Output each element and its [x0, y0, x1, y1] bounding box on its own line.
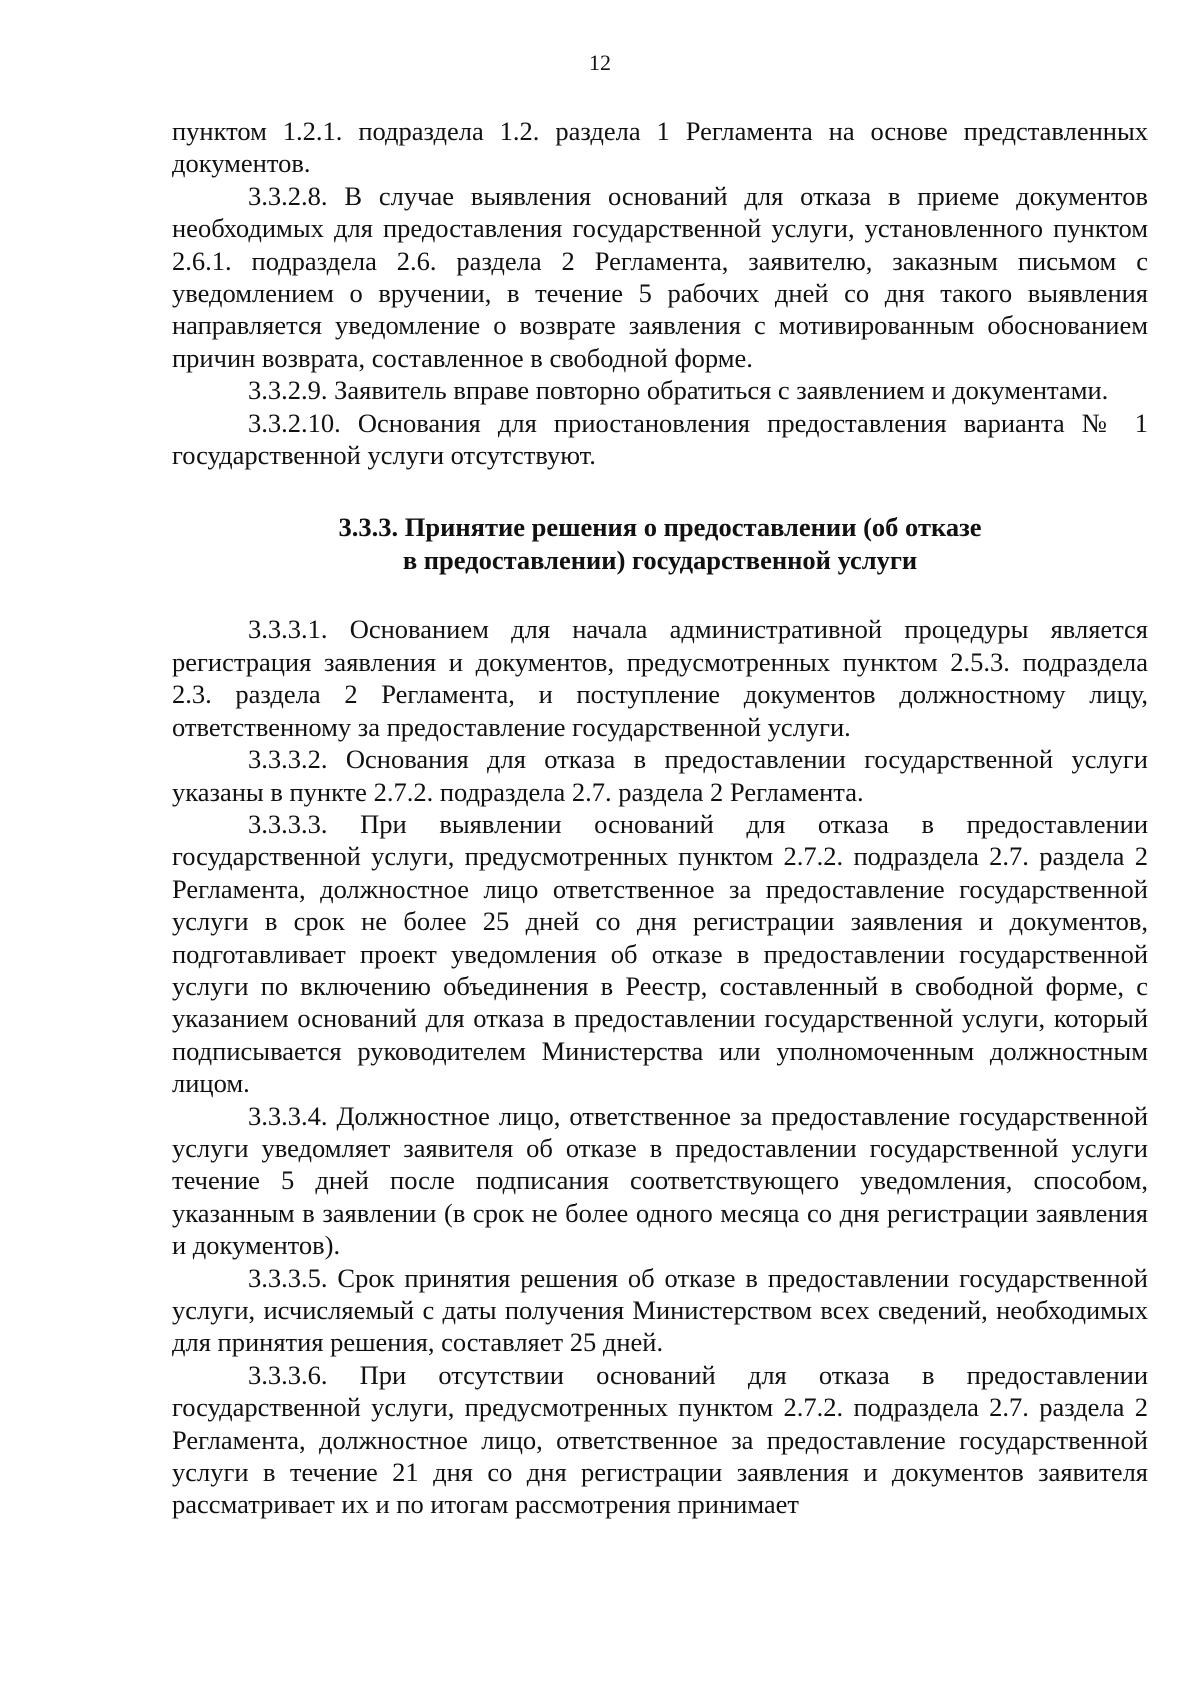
paragraph-3-3-3-3: 3.3.3.3. При выявлении оснований для отказа в предоставлении государственной услуги, предусмотренных пунктом 2.7.2. подраздела 2.7. раздела 2 Регламента, должностное лицо ответственное за предоставление государственной услуги в срок не более 25 дней со дня регистрации заявления и документов, подготавливает проект уведомления об отказе в предоставлении государственной услуги по включению объединения в Реестр, составленный в свободной форме, с указанием оснований для отказа в предоставлении государственной услуги, который подписывается руководителем Министерства или уполномоченным должностным лицом.	[172, 808, 1148, 1099]
page-number: 12	[589, 50, 611, 75]
paragraph-3-3-3-1: 3.3.3.1. Основанием для начала административной процедуры является регистрация заявления и документов, предусмотренных пунктом 2.5.3. подраздела 2.3. раздела 2 Регламента, и поступление документов должностному лицу, ответственному за предоставление государственной услуги.	[172, 614, 1148, 742]
section-heading-line-2: в предоставлении) государственной услуги	[402, 545, 918, 576]
paragraph-3-3-3-2: 3.3.3.2. Основания для отказа в предоставлении государственной услуги указаны в пункте 2.7.2. подраздела 2.7. раздела 2 Регламента.	[172, 744, 1148, 807]
section-heading	[172, 511, 1148, 577]
section-heading-line-1: 3.3.3. Принятие решения о предоставлении (об отказе	[338, 512, 982, 543]
paragraph-3-3-2-8: 3.3.2.8. В случае выявления оснований для отказа в приеме документов необходимых для предоставления государственной услуги, установленного пунктом 2.6.1. подраздела 2.6. раздела 2 Регламента, заявителю, заказным письмом с уведомлением о вручении, в течение 5 рабочих дней со дня такого выявления направляется уведомление о возврате заявления с мотивированным обоснованием причин возврата, составленное в свободной форме.	[172, 180, 1148, 373]
paragraph-3-3-3-6: 3.3.3.6. При отсутствии оснований для отказа в предоставлении государственной услуги, предусмотренных пунктом 2.7.2. подраздела 2.7. раздела 2 Регламента, должностное лицо, ответственное за предоставление государственной услуги в течение 21 дня со дня регистрации заявления и документов заявителя рассматривает их и по итогам рассмотрения принимает	[172, 1359, 1148, 1520]
document-body	[172, 115, 1148, 1521]
paragraph-3-3-2-10: 3.3.2.10. Основания для приостановления предоставления варианта № 1 государственной услуги отсутствуют.	[172, 407, 1148, 471]
paragraph-3-3-2-9: 3.3.2.9. Заявитель вправе повторно обратиться с заявлением и документами.	[248, 375, 1109, 406]
paragraph-continuation: пунктом 1.2.1. подраздела 1.2. раздела 1 Регламента на основе представленных документов.	[172, 116, 1148, 179]
paragraph-3-3-3-5: 3.3.3.5. Срок принятия решения об отказе в предоставлении государственной услуги, исчисляемый с даты получения Министерством всех сведений, необходимых для принятия решения, составляет 25 дней.	[172, 1262, 1148, 1358]
paragraph-3-3-3-4: 3.3.3.4. Должностное лицо, ответственное за предоставление государственной услуги уведомляет заявителя об отказе в предоставлении государственной услуги течение 5 дней после подписания соответствующего уведомления, способом, указанным в заявлении (в срок не более одного месяца со дня регистрации заявления и документов).	[172, 1100, 1148, 1261]
